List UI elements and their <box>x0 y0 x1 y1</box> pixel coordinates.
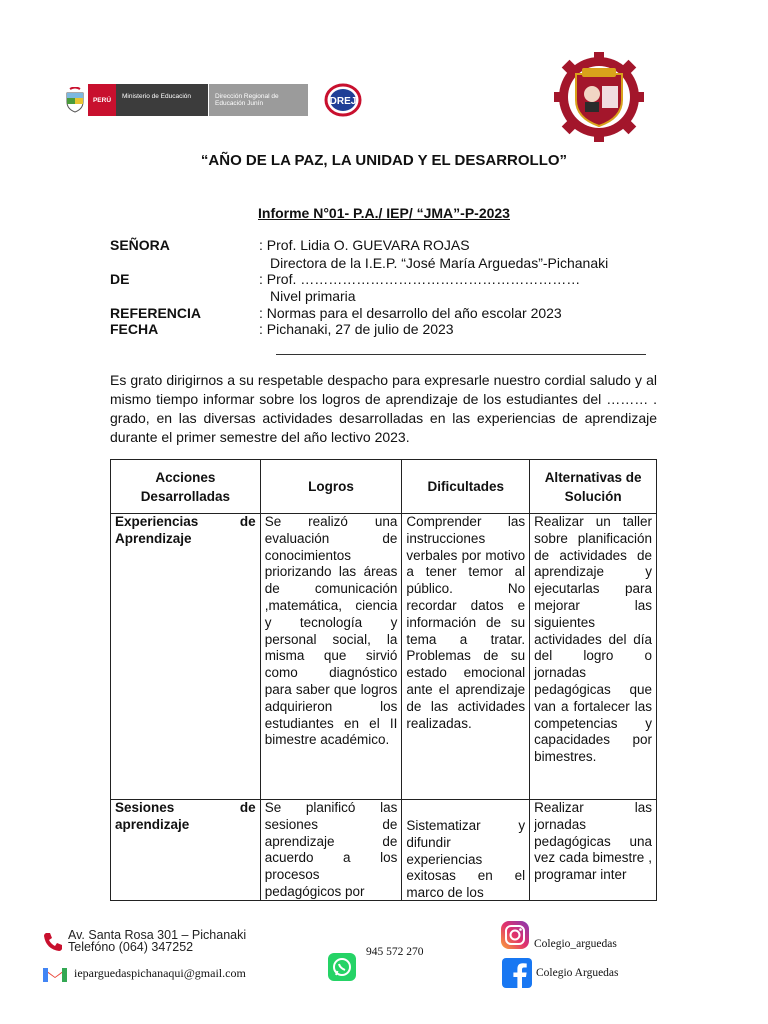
table-header-row <box>111 460 657 514</box>
footer-email[interactable]: ieparguedaspichanaqui@gmail.com <box>74 966 246 980</box>
fecha-label: FECHA <box>110 321 159 337</box>
de-value: : Prof. …………………………………………………… <box>259 271 581 287</box>
row-accion: Experiencias de Aprendizaje <box>111 514 261 800</box>
drej-text: DREJ <box>329 96 357 107</box>
footer-instagram[interactable]: Colegio_arguedas <box>534 938 617 950</box>
header-acciones: Acciones Desarrolladas <box>111 460 261 514</box>
instagram-icon[interactable] <box>499 919 531 951</box>
header-logros: Logros <box>260 460 402 514</box>
row-accion-text: Sesiones de aprendizaje <box>115 800 256 832</box>
de-label: DE <box>110 271 130 287</box>
peru-label: PERÚ <box>88 84 116 116</box>
senora-label: SEÑORA <box>110 237 170 253</box>
facebook-icon[interactable] <box>501 957 533 989</box>
row-dificultades: Comprender las instrucciones verbales por motivo a tener temor al público. No recordar datos e información de su tema a tratar. Problemas de su estado emocional ante el aprendizaje de las actividades realizadas. <box>402 514 530 800</box>
report-table <box>110 459 657 901</box>
row-dificultades <box>402 800 530 901</box>
row-alternativas <box>530 800 657 901</box>
header-dificultades: Dificultades <box>402 460 530 514</box>
intro-paragraph: Es grato dirigirnos a su respetable despacho para expresarle nuestro cordial saludo y al mismo tiempo informar sobre los logros de aprendizaje de los estudiantes del ……… . grado, en las diversas actividades desarrolladas en las experiencias de aprendizaje durante el primer semestre del año lectivo 2023. <box>110 372 657 445</box>
whatsapp-icon[interactable] <box>328 953 356 981</box>
separator-line <box>276 354 646 355</box>
row-dificultades-text: Sistematizar y difundir experiencias exitosas en el marco de los <box>406 818 526 900</box>
row-logros <box>260 800 402 901</box>
drej-logo <box>323 82 363 118</box>
senora-value: : Prof. Lidia O. GUEVARA ROJAS <box>259 237 470 253</box>
colegio-crest-logo <box>552 50 646 144</box>
row-logros-text: Se planificó las sesiones de aprendizaje de acuerdo a los procesos pedagógicos por <box>264 800 398 899</box>
ministerio-label: Ministerio de Educación <box>116 84 208 116</box>
table-row <box>111 800 657 901</box>
footer-address-block <box>68 929 246 953</box>
phone-icon <box>42 931 64 953</box>
row-logros: Se realizó una evaluación de conocimientos priorizando las áreas de comunicación ,matemática, ciencia y tecnología y personal social, la misma que sirvió como diagnóstico para saber que logros adquirieron los estudiantes en el II bimestre académico. <box>260 514 402 800</box>
header-alternativas: Alternativas de Solución <box>530 460 657 514</box>
table-row <box>111 514 657 800</box>
footer-address: Av. Santa Rosa 301 – Pichanaki <box>68 928 247 942</box>
footer-facebook[interactable]: Colegio Arguedas <box>536 967 619 979</box>
gmail-icon <box>42 964 68 984</box>
row-alternativas: Realizar un taller sobre planificación de actividades de aprendizaje y ejecutarlas para mejorar las siguientes actividades del día del logro o jornadas pedagógicas que van a fortalecer las competencias y capacidades por bimestres. <box>530 514 657 800</box>
minedu-logo <box>62 84 324 116</box>
de-value-line2: Nivel primaria <box>270 288 356 304</box>
footer-cellphone: 945 572 270 <box>366 946 424 958</box>
row-alternativas-text: Realizar las jornadas pedagógicas una vez cada bimestre , programar inter <box>534 800 652 883</box>
report-title: Informe N°01- P.A./ IEP/ “JMA”-P-2023 <box>258 205 510 221</box>
fecha-value: : Pichanaki, 27 de julio de 2023 <box>259 321 454 337</box>
senora-value-line2: Directora de la I.E.P. “José María Arguedas”-Pichanaki <box>270 255 609 271</box>
year-title: “AÑO DE LA PAZ, LA UNIDAD Y EL DESARROLLO” <box>200 152 568 169</box>
footer-phone: Telefóno (064) 347252 <box>68 940 194 954</box>
referencia-value: : Normas para el desarrollo del año escolar 2023 <box>259 305 562 321</box>
referencia-label: REFERENCIA <box>110 305 202 321</box>
direccion-regional-label: Dirección Regional de Educación Junín <box>208 84 308 116</box>
peru-shield-icon <box>62 84 88 116</box>
row-accion <box>111 800 261 901</box>
